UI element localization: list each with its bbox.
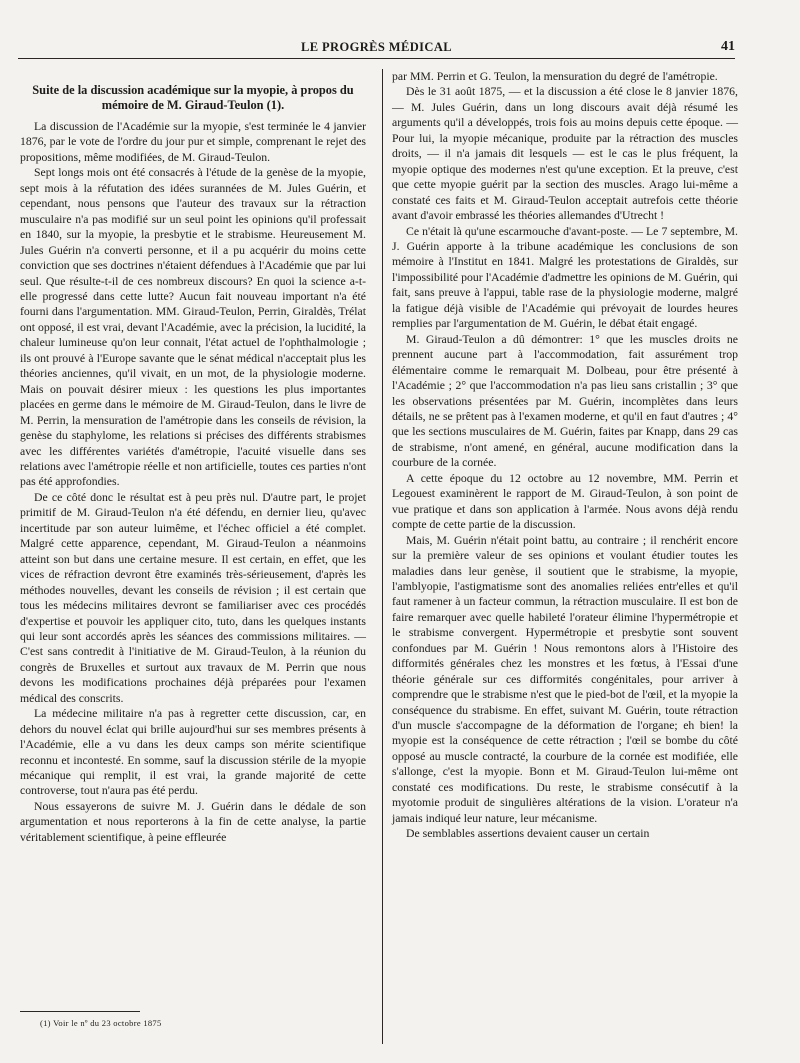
page-number: 41 [721,39,735,54]
paragraph: De ce côté donc le résultat est à peu près nul. D'autre part, le projet primitif de M. Giraud-Teulon n'a été défendu, en dernier lieu, qu'avec incertitude par son auteur luimême, et l'échec officiel a été complet. Malgré cette apparence, cependant, M. Giraud-Teulon a néanmoins atteint son but dans une certaine mesure. Il est certain, en effet, que les vices de réfraction devront être examinés très-sérieusement, d'après les méthodes nouvelles, devant les conseils de révision ; il est certain que tous les médecins militaires devront se familiariser avec ces procédés d'expertise et pouvoir les appliquer cito, tuto, dans les quelques instants qui leur sont accordés après les séances des commissions militaires. — C'est sans contredit à l'initiative de M. Giraud-Teulon, à la réunion du congrès de Bruxelles et surtout aux travaux de M. Perrin que nous devons les modifications prochaines déjà préparées pour l'examen médical des conscrits. [20,490,366,705]
paragraph: A cette époque du 12 octobre au 12 novembre, MM. Perrin et Legouest examinèrent le rapport de M. Giraud-Teulon, à son point de vue pratique et dans son application à l'armée. Nous avons déjà rendu compte de cette partie de la discussion. [392,471,738,532]
column-divider [382,69,383,1044]
footnote: (1) Voir le nº du 23 octobre 1875 [40,1018,162,1028]
article-title: Suite de la discussion académique sur la myopie, à propos du mémoire de M. Giraud-Teulon (1). [32,83,354,112]
paragraph: par MM. Perrin et G. Teulon, la mensuration du degré de l'amétropie. [392,70,718,83]
paragraph: Sept longs mois ont été consacrés à l'étude de la genèse de la myopie, sept mois à la réfutation des idées surannées de M. Jules Guérin, et cependant, nous pensons que l'auteur des travaux sur la rétraction musculaire n'a pas modifié sur un seul point les opinions qu'il professait en 1840, sur la myopie, la presbytie et le strabisme. Heureusement M. Jules Guérin n'a converti personne, et il a pu acquérir du moins cette conviction que ses doctrines n'étaient défendues à l'Académie que par lui seul. Que résulte-t-il de ces nombreux discours? En quoi la science a-t-elle progressé dans cette lutte? Aucun fait nouveau important n'a été fourni dans l'argumentation. MM. Giraud-Teulon, Perrin, Giraldès, Trélat ont opposé, il est vrai, devant l'Académie, avec la précision, la lucidité, la chaleur lumineuse qu'on leur connait, l'état actuel de l'ophthalmologie ; ils ont prouvé à l'Europe savante que le sénat médical n'acceptait plus les théories anciennes, qu'il vivait, en un mot, de la physiologie moderne. Mais on pouvait désirer mieux : les questions les plus importantes placées en germe dans le mémoire de M. Giraud-Teulon, dans le livre de M. Perrin, la mensuration de l'amétropie dans les conseils de révision, la genèse du staphylome, les relations si précises des différents strabismes avec les différentes variétés d'amétropie, l'acuité visuelle dans ses relations avec l'amétropie réelle et non artificielle, toutes ces parties n'ont pas été approfondies. [20,166,366,489]
paragraph: Nous essayerons de suivre M. J. Guérin dans le dédale de son argumentation et nous reporterons à la fin de cette analyse, la partie véritablement scientifique, à peine effleurée [20,799,366,844]
paragraph: La discussion de l'Académie sur la myopie, s'est terminée le 4 janvier 1876, par le vote de l'ordre du jour pur et simple, comprenant le rejet des propositions, même modifiées, de M. Giraud-Teulon. [20,120,366,164]
paragraph: M. Giraud-Teulon a dû démontrer: 1° que les muscles droits ne prennent aucune part à l'accommodation, fait assurément trop élémentaire comme le remarquait M. Dolbeau, pour être présenté à l'Académie ; 2° que l'accommodation n'a pas lieu sans cristallin ; 3° que les observations présentées par M. Guérin, incomplètes dans leurs détails, ne se prêtent pas à l'examen moderne, et qu'il en faut d'autres ; 4° que les sections musculaires de M. Guérin, faites par Knapp, dans 29 cas de strabisme, n'ont amené, en général, aucune modification dans la courbure de la cornée. [392,332,738,470]
footnote-rule [20,1011,140,1012]
paragraph: Mais, M. Guérin n'était point battu, au contraire ; il renchérit encore sur la première valeur de ses opinions et voulant étudier toutes les maladies dans leur genèse, il soutient que le strabisme, la myopie, l'amblyopie, l'astigmatisme sont des anomalies reliées entr'elles et qu'il faut ramener à un facteur commun, la rétraction musculaire. Il est bon de faire remarquer avec quelle habileté l'orateur élimine l'hypermétropie et le strabisme convergent. Hypermétropie et presbytie sont souvent confondues par M. Guérin ! Nous remontons alors à l'Histoire des difformités générales chez les monstres et les fœtus, à l'Essai d'une théorie générale sur ces difformités congénitales, pour arriver à comprendre que le strabisme n'est que le pied-bot de l'œil, et la myopie la conséquence du strabisme. En effet, suivant M. Guérin, toute rétraction d'un muscle s'accompagne de la déformation de l'organe; eh bien! la myopie est la conséquence de cette rétraction ; l'œil se bombe du côté opposé au muscle contracté, la courbure de la cornée est modifiée, elle s'allonge, c'est la myopie. Bonn et M. Giraud-Teulon lui-même ont constaté ces modifications. Du reste, le strabisme consécutif à la myotomie produit de singulières altérations de la vision. L'orateur n'a jamais indiqué leur nature, leur mécanisme. [392,533,738,825]
journal-title: LE PROGRÈS MÉDICAL [301,40,452,54]
paragraph: Dès le 31 août 1875, — et la discussion a été close le 8 janvier 1876, — M. Jules Guérin, dans un long discours avait déjà résumé les arguments qu'il a développés, trois fois au moins depuis cette époque. — Pour lui, la myopie mécanique, produite par la rétraction des muscles droits, — il n'a jamais dit lesquels — est le cas le plus fréquent, la myopie optique des modernes n'est qu'une exception. Et la preuve, c'est que cette myopie guérit par la section des muscles. Arago lui-même a constaté ces faits et M. Giraud-Teulon acceptait autrefois cette théorie avant d'avoir embrassé les théories allemandes d'Utrecht ! [392,85,738,223]
paragraph: De semblables assertions devaient causer un certain [406,827,650,841]
paragraph: La médecine militaire n'a pas à regretter cette discussion, car, en dehors du nouvel éclat qui brille aujourd'hui sur ses membres présents à l'Académie, elle a vu dans les deux camps son mérite scientifique reconnu et incontesté. En somme, sauf la discussion stérile de la myopie mécanique qui remplit, il est vrai, la grande majorité de cette controverse, tout n'aura pas été perdu. [20,707,366,798]
left-column [20,69,366,845]
right-column [392,69,738,842]
paragraph: Ce n'était là qu'une escarmouche d'avant-poste. — Le 7 septembre, M. J. Guérin apporte à la tribune académique les conclusions de son mémoire à l'Institut en 1841. Malgré les protestations de Giraldès, sur l'impossibilité pour l'Académie d'admettre les opinions de M. Guérin, qui fait, sans preuve à l'appui, table rase de la physiologie moderne, malgré la fatigue déjà visible de l'Académie qui prévoyait de lourdes heures remplies par l'argumentation de M. Guérin, le débat était engagé. [392,224,738,331]
running-head [18,40,735,59]
